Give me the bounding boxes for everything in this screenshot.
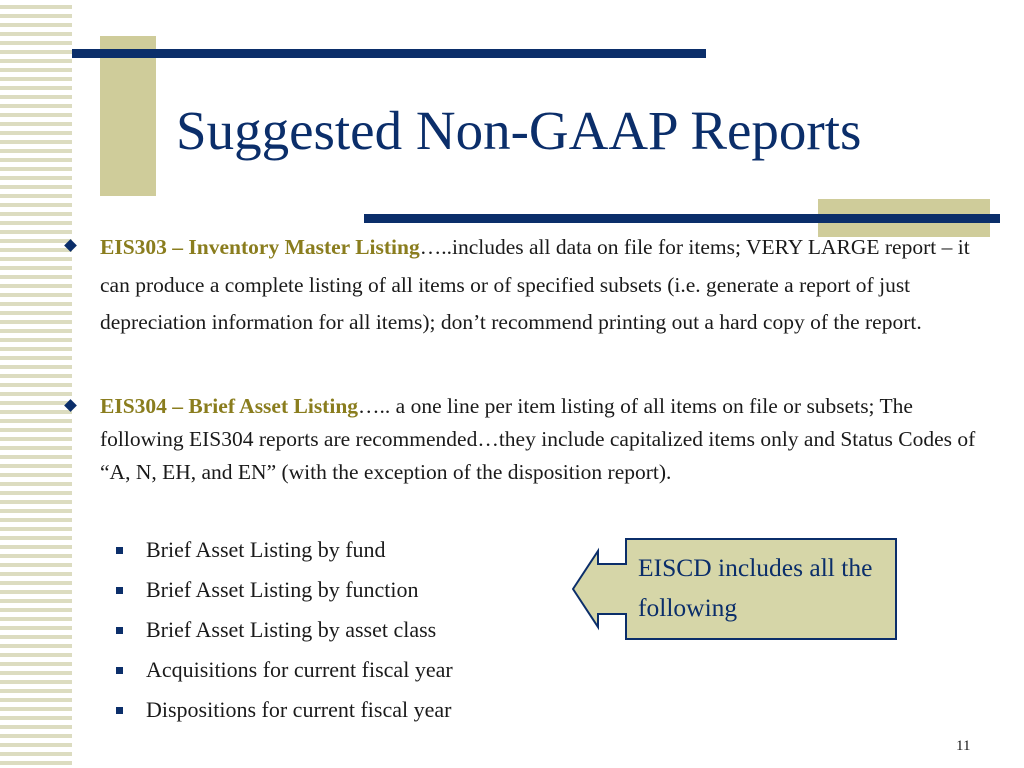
bottom-title-rule — [364, 214, 1000, 223]
square-bullet-icon — [116, 587, 123, 594]
square-bullet-icon — [116, 667, 123, 674]
bullet-report-name: EIS304 – Brief Asset Listing — [100, 394, 359, 418]
list-item-label: Dispositions for current fiscal year — [146, 697, 452, 722]
list-item — [146, 650, 453, 690]
striped-side-decoration — [0, 0, 72, 768]
list-item — [146, 690, 453, 730]
list-item-label: Acquisitions for current fiscal year — [146, 657, 453, 682]
slide-title: Suggested Non-GAAP Reports — [176, 100, 862, 161]
bullet-description: …..includes all data on file for items; VERY LARGE report – it can produce a complete listing of all items or of specified subsets (i.e. generate a report of just depreciation information for all items); don’t recommend printing out a hard copy of the report. — [100, 235, 970, 334]
page-number: 11 — [956, 738, 971, 754]
top-title-rule — [72, 49, 706, 58]
bullet-report-name: EIS303 – Inventory Master Listing — [100, 235, 420, 259]
bullet-eis303 — [100, 229, 990, 342]
list-item — [146, 610, 453, 650]
bullet-eis304 — [100, 390, 990, 489]
bullet-description: ….. a one line per item listing of all items on file or subsets; The following EIS304 reports are recommended…they include capitalized items only and Status Codes of “A, N, EH, and EN” (with the exception of the disposition report). — [100, 394, 976, 484]
list-item-label: Brief Asset Listing by fund — [146, 537, 386, 562]
title-accent-block — [100, 36, 156, 196]
square-bullet-icon — [116, 547, 123, 554]
callout-text: EISCD includes all the following — [638, 553, 873, 622]
recommended-reports-list — [146, 530, 453, 730]
list-item-label: Brief Asset Listing by asset class — [146, 617, 437, 642]
square-bullet-icon — [116, 627, 123, 634]
list-item — [146, 530, 453, 570]
list-item — [146, 570, 453, 610]
list-item-label: Brief Asset Listing by function — [146, 577, 419, 602]
square-bullet-icon — [116, 707, 123, 714]
left-arrow-callout — [572, 538, 897, 640]
